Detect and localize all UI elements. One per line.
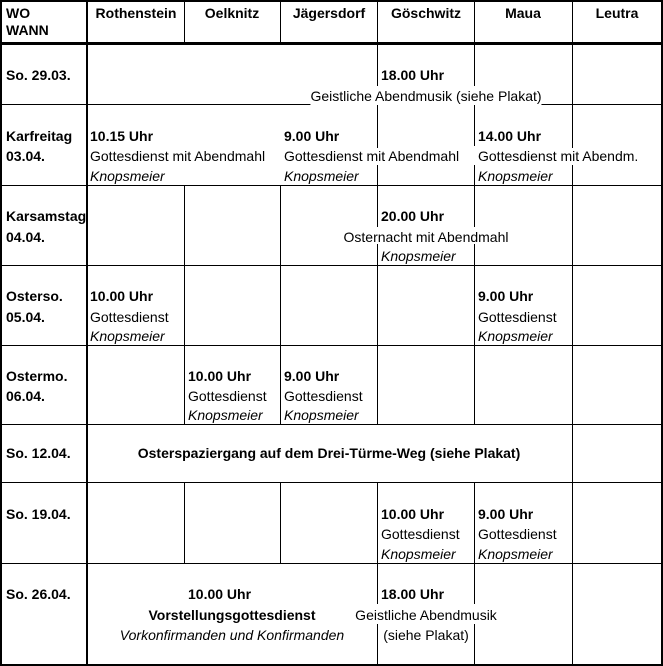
event-note: Vorkonfirmanden und Konfirmanden (119, 627, 345, 643)
event-person: Knopsmeier (478, 168, 553, 184)
event-time: 14.00 Uhr (478, 128, 542, 144)
header-goeschwitz: Göschwitz (390, 5, 462, 21)
event-person: Knopsmeier (90, 168, 165, 184)
table-border (0, 0, 663, 2)
event-time: 9.00 Uhr (478, 506, 534, 522)
event-time: 10.00 Uhr (188, 586, 252, 602)
column-divider (86, 0, 88, 666)
column-divider (377, 244, 378, 424)
event-person: Knopsmeier (284, 407, 359, 423)
event-time: 9.00 Uhr (284, 368, 340, 384)
header-wann: WANN (6, 22, 49, 38)
event-description: Gottesdienst (90, 309, 169, 325)
header-jaegersdorf: Jägersdorf (292, 5, 366, 21)
event-person: Knopsmeier (188, 407, 263, 423)
event-person: Knopsmeier (478, 546, 553, 562)
column-divider (474, 104, 475, 146)
event-description: Geistliche Abendmusik (siehe Plakat) (310, 88, 542, 104)
column-divider (474, 244, 475, 424)
event-time: 10.15 Uhr (90, 128, 154, 144)
column-divider (184, 185, 185, 424)
row-date-sub: 04.04. (6, 229, 45, 245)
event-description: Gottesdienst mit Abendm. (478, 148, 639, 164)
row-date-sub: 06.04. (6, 388, 45, 404)
column-divider (474, 482, 475, 604)
column-divider (184, 482, 185, 564)
row-date-sub: 03.04. (6, 148, 45, 164)
event-description: Osterspaziergang auf dem Drei-Türme-Weg (siehe Plakat) (137, 445, 521, 461)
event-time: 20.00 Uhr (381, 208, 445, 224)
column-divider (377, 624, 378, 666)
column-divider (280, 185, 281, 424)
event-description: Gottesdienst mit Abendmahl (90, 148, 266, 164)
table-border (0, 0, 2, 666)
row-date: Ostermo. (6, 368, 68, 384)
row-divider (0, 265, 663, 266)
event-description: Gottesdienst (381, 526, 460, 542)
row-date: So. 12.04. (6, 445, 71, 461)
event-time: 10.00 Uhr (381, 506, 445, 522)
header-oelknitz: Oelknitz (204, 5, 260, 21)
event-description: Gottesdienst (478, 526, 557, 542)
event-time: 18.00 Uhr (381, 67, 445, 83)
row-date: So. 26.04. (6, 586, 71, 602)
event-person: Knopsmeier (478, 328, 553, 344)
row-divider (0, 482, 663, 483)
row-divider (0, 424, 663, 425)
column-divider (280, 0, 281, 44)
event-time: 18.00 Uhr (381, 586, 445, 602)
event-description: Gottesdienst (188, 388, 267, 404)
event-person: Knopsmeier (381, 248, 456, 264)
event-description: Gottesdienst (478, 309, 557, 325)
event-description: Osternacht mit Abendmahl (343, 229, 509, 245)
event-person: Knopsmeier (381, 546, 456, 562)
row-date: Karsamstag (6, 208, 87, 224)
column-divider (474, 624, 475, 666)
event-description: Vorstellungsgottesdienst (148, 607, 316, 623)
column-divider (377, 0, 378, 86)
row-divider (0, 345, 663, 346)
row-date: So. 29.03. (6, 67, 71, 83)
column-divider (377, 482, 378, 604)
event-person: Knopsmeier (284, 168, 359, 184)
event-description: Geistliche Abendmusik (355, 607, 497, 623)
row-date: Karfreitag (6, 128, 73, 144)
header-wo: WO (6, 5, 31, 21)
header-rothenstein: Rothenstein (95, 5, 177, 21)
column-divider (474, 0, 475, 86)
column-divider (280, 482, 281, 564)
header-leutra: Leutra (595, 5, 639, 21)
event-time: 9.00 Uhr (478, 288, 534, 304)
event-time: 10.00 Uhr (90, 288, 154, 304)
event-time: 10.00 Uhr (188, 368, 252, 384)
event-note: (siehe Plakat) (383, 627, 469, 643)
event-person: Knopsmeier (90, 328, 165, 344)
column-divider (377, 104, 378, 227)
column-divider (184, 0, 185, 44)
event-time: 9.00 Uhr (284, 128, 340, 144)
row-divider (0, 185, 663, 186)
event-description: Gottesdienst (284, 388, 363, 404)
header-maua: Maua (505, 5, 541, 21)
column-divider (572, 0, 573, 666)
row-date: Osterso. (6, 288, 63, 304)
row-date: So. 19.04. (6, 506, 71, 522)
row-date-sub: 05.04. (6, 309, 45, 325)
event-description: Gottesdienst mit Abendmahl (284, 148, 460, 164)
row-divider (0, 42, 663, 45)
column-divider (474, 165, 475, 227)
row-divider (0, 563, 663, 564)
